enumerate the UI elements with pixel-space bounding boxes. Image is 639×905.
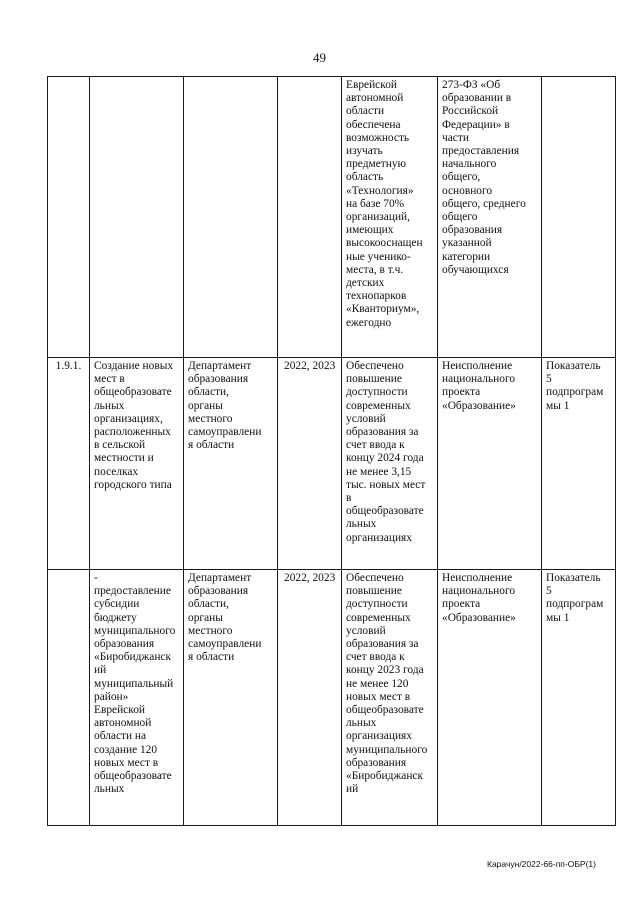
cell-measure-name xyxy=(90,77,184,358)
cell-expected-result: Обеспечено повышение доступности современных условий образования за счет ввода к концу 2023 года не менее 120 новых мест в общеобразовате льных организациях муниципального образования «Биробиджанск ий xyxy=(342,570,438,826)
cell-responsible: Департамент образования области, органы местного самоуправлени я области xyxy=(184,358,278,570)
cell-consequences: Неисполнение национального проекта «Образование» xyxy=(438,358,542,570)
document-registration-code: Карачун/2022-66-пп-ОБР(1) xyxy=(487,859,596,869)
cell-indicator xyxy=(542,77,616,358)
cell-measure-name: - предоставление субсидии бюджету муниципального образования «Биробиджанск ий муниципальный район» Еврейской автономной области на создание 120 новых мест в общеобразовате льных xyxy=(90,570,184,826)
table-row xyxy=(48,358,616,570)
cell-responsible xyxy=(184,77,278,358)
cell-number: 1.9.1. xyxy=(48,358,90,570)
cell-expected-result: Обеспечено повышение доступности современных условий образования за счет ввода к концу 2024 года не менее 3,15 тыс. новых мест в общеобразовате льных организациях xyxy=(342,358,438,570)
cell-indicator: Показатель 5 подпрограм мы 1 xyxy=(542,570,616,826)
cell-indicator: Показатель 5 подпрограм мы 1 xyxy=(542,358,616,570)
measures-table xyxy=(47,76,616,826)
cell-expected-result: Еврейской автономной области обеспечена возможность изучать предметную область «Технология» на базе 70% организаций, имеющих высокооснащен ные ученико- места, в т.ч. детских технопарков «Кванториум», ежегодно xyxy=(342,77,438,358)
cell-years xyxy=(278,77,342,358)
cell-measure-name: Создание новых мест в общеобразовате льных организациях, расположенных в сельской местности и поселках городского типа xyxy=(90,358,184,570)
cell-years: 2022, 2023 xyxy=(278,358,342,570)
cell-number xyxy=(48,570,90,826)
cell-number xyxy=(48,77,90,358)
table-row xyxy=(48,570,616,826)
cell-consequences: Неисполнение национального проекта «Образование» xyxy=(438,570,542,826)
cell-years: 2022, 2023 xyxy=(278,570,342,826)
table-row xyxy=(48,77,616,358)
page-number: 49 xyxy=(313,50,326,65)
cell-consequences: 273-ФЗ «Об образовании в Российской Федерации» в части предоставления начального общего, основного общего, среднего общего образования указанной категории обучающихся xyxy=(438,77,542,358)
cell-responsible: Департамент образования области, органы местного самоуправлени я области xyxy=(184,570,278,826)
